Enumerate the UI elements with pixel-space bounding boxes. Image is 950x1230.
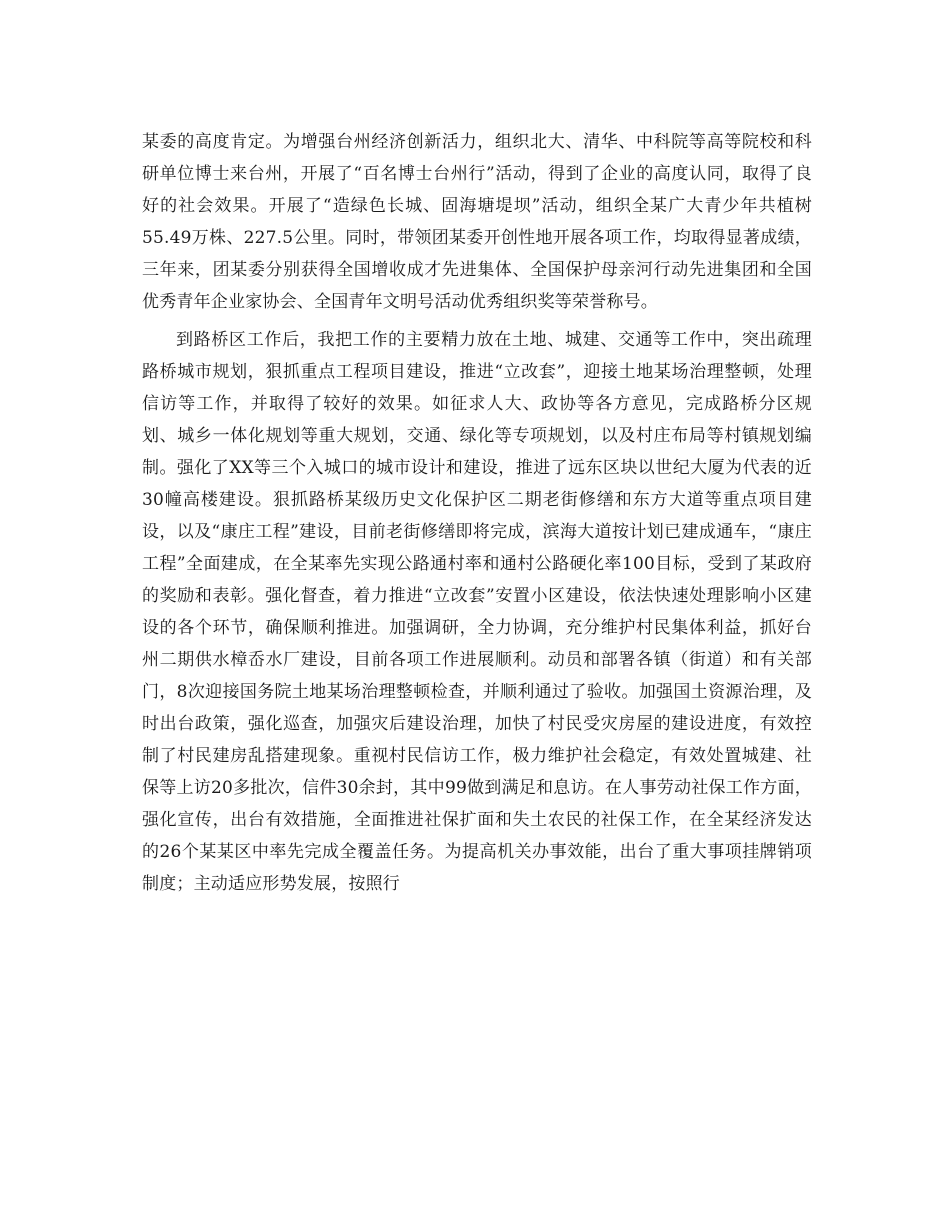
document-body: [142, 126, 812, 900]
paragraph-2: 到路桥区工作后，我把工作的主要精力放在土地、城建、交通等工作中，突出疏理路桥城市规划，狠抓重点工程项目建设，推进“立改套”，迎接土地某场治理整顿，处理信访等工作，并取得了较好的效果。如征求人大、政协等各方意见，完成路桥分区规划、城乡一体化规划等重大规划，交通、绿化等专项规划，以及村庄布局等村镇规划编制。强化了XX等三个入城口的城市设计和建设，推进了远东区块以世纪大厦为代表的近30幢高楼建设。狠抓路桥某级历史文化保护区二期老街修缮和东方大道等重点项目建设，以及“康庄工程”建设，目前老街修缮即将完成，滨海大道按计划已建成通车，“康庄工程”全面建成，在全某率先实现公路通村率和通村公路硬化率100目标，受到了某政府的奖励和表彰。强化督查，着力推进“立改套”安置小区建设，依法快速处理影响小区建设的各个环节，确保顺利推进。加强调研，全力协调，充分维护村民集体利益，抓好台州二期供水樟岙水厂建设，目前各项工作进展顺利。动员和部署各镇（街道）和有关部门，8次迎接国务院土地某场治理整顿检查，并顺利通过了验收。加强国土资源治理，及时出台政策，强化巡查，加强灾后建设治理，加快了村民受灾房屋的建设进度，有效控制了村民建房乱搭建现象。重视村民信访工作，极力维护社会稳定，有效处置城建、社保等上访20多批次，信件30余封，其中99做到满足和息访。在人事劳动社保工作方面，强化宣传，出台有效措施，全面推进社保扩面和失土农民的社保工作，在全某经济发达的26个某某区中率先完成全覆盖任务。为提高机关办事效能，出台了重大事项挂牌销项制度；主动适应形势发展，按照行: [142, 330, 812, 894]
paragraph-1: 某委的高度肯定。为增强台州经济创新活力，组织北大、清华、中科院等高等院校和科研单位博士来台州，开展了“百名博士台州行”活动，得到了企业的高度认同，取得了良好的社会效果。开展了“造绿色长城、固海塘堤坝”活动，组织全某广大青少年共植树55.49万株、227.5公里。同时，带领团某委开创性地开展各项工作，均取得显著成绩，三年来，团某委分别获得全国增收成才先进集体、全国保护母亲河行动先进集团和全国优秀青年企业家协会、全国青年文明号活动优秀组织奖等荣誉称号。: [142, 132, 812, 312]
